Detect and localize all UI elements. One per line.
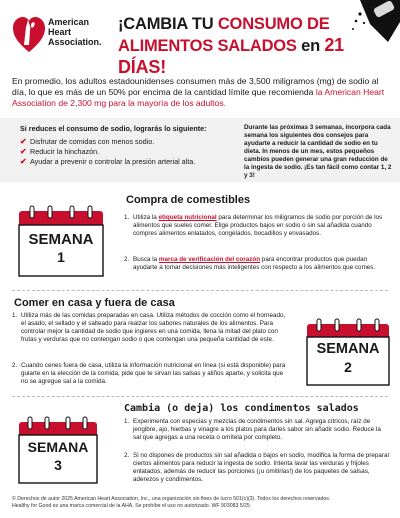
week-1-title: Compra de comestibles [126, 194, 251, 206]
check-icon: ✔ [20, 147, 27, 156]
heart-torch-logo-icon [12, 14, 46, 54]
tip-pre: Busca la [133, 256, 159, 263]
week-3-calendar [18, 416, 98, 484]
headline-part-4: en [296, 37, 325, 55]
tip-number: 2. [12, 362, 18, 369]
trademark-line: Healthy for Good es una marca comercial de la AHA. Se prohíbe el uso no autorizado. WF 903083 5/25 [12, 503, 250, 509]
three-weeks-note: Durante las próximas 3 semanas, incorpora cada semana los siguientes dos consejos para ayudarte a reducir la cantidad de sodio en tu dieta. In menos de un mes, estos pequeños cambios pueden generar una gran reducción de la ingesta de sodio. ¡Es tan fácil como contar 1, 2 y 3! [244, 124, 392, 179]
section-divider [12, 396, 388, 397]
benefit-text: Reducir la hinchazón. [30, 147, 100, 156]
nutrition-label-link[interactable]: etiqueta nutricional [158, 214, 217, 221]
logo-line-1: American [48, 17, 90, 27]
check-icon: ✔ [20, 137, 27, 146]
benefits-lead: Si reduces el consumo de sodio, lograrás lo siguiente: [20, 124, 207, 133]
headline-part-5: 21 DÍAS! [118, 35, 344, 77]
intro-paragraph [12, 76, 390, 109]
week-3-title: Cambia (o deja) los condimentos salados [124, 403, 359, 414]
tip-text: Utiliza más de las comidas preparadas en casa. Utiliza métodos de cocción como el horneado, el asado, el sellado y el salteado para realzar los sabores naturales de los alimentos. Para controlar mejor la cantidad de sodio que ingieres en una comida, llena la mitad del plato con frutas y verduras que no contengan sodio o que contengan una pequeña cantidad de este. [21, 312, 286, 343]
week-2-tip-2 [12, 362, 290, 386]
week-1-tip-1 [124, 214, 390, 238]
benefit-item [20, 157, 232, 166]
tip-text: Si no dispones de productos sin sal añadida o bajos en sodio, modifica la forma de preparar ciertos alimentos para reducir la ingesta de sodio. Intenta lavar las verduras y frijoles enlatados, además de reducir las porciones (¡u omitirlas!) de los paquetes de salsas, aderezos y condimentos. [133, 452, 390, 483]
tip-pre: Utiliza la [133, 214, 159, 221]
week-2-title: Comer en casa y fuera de casa [14, 297, 175, 309]
tip-text [124, 256, 390, 272]
tip-text [124, 214, 390, 238]
section-divider [12, 290, 388, 291]
headline-part-2: CONSUMO DE [217, 15, 330, 33]
benefit-text: Ayudar a prevenir o controlar la presión arterial alta. [30, 157, 196, 166]
intro-text: En promedio, los adultos estadounidenses consumen más de 3,500 miligramos (mg) de sodio al día, lo que es más de un 50% por encima de la cantidad límite que recomienda [12, 76, 379, 97]
week-2-tip-1 [12, 312, 290, 344]
logo-line-3: Association. [48, 37, 102, 47]
headline-part-3: ALIMENTOS SALADOS [118, 37, 297, 55]
calendar-week-number: 3 [54, 457, 62, 473]
tip-number: 1. [12, 312, 18, 319]
header [0, 0, 400, 77]
tip-post: para encontrar productos que puedan ayudarte a tomar decisiones más inteligentes con respecto a los alimentos que comes. [133, 256, 376, 271]
logo-line-2: Heart [48, 27, 72, 37]
benefit-text: Disfrutar de comidas con menos sodio. [30, 137, 155, 146]
logo-wordmark [48, 17, 102, 47]
benefit-item [20, 137, 232, 146]
check-icon: ✔ [20, 157, 27, 166]
week-1-calendar [18, 205, 104, 277]
copyright-line: © Derechos de autor 2025 American Heart Association, Inc., una organización sin fines de lucro 501(c)(3). Todos los derechos reservados. [12, 496, 331, 502]
tip-number: 2. [124, 256, 130, 263]
week-2-calendar [306, 318, 390, 386]
aha-logo [12, 12, 102, 64]
benefit-item [20, 147, 232, 156]
tip-number: 1. [124, 418, 130, 425]
week-3-tip-2 [124, 452, 390, 484]
benefits-panel [0, 118, 400, 182]
tip-number: 1. [124, 214, 130, 221]
tip-text: Cuando cenes fuera de casa, utiliza la información nutricional en línea (si está disponible) para guiarte en la elección de la comida, pide que te sirvan las salsas y aliños aparte, y solicita que no se agregue sal a la comida. [21, 362, 286, 385]
week-1-tip-2 [124, 256, 390, 272]
salt-shaker-icon [350, 0, 400, 42]
calendar-week-number: 1 [57, 249, 65, 265]
tip-post: para determinar los miligramos de sodio por porción de los alimentos que sueles comer. Elige productos bajos en sodio o sin sal añadida cuando compres alimentos enlatados, congelados, bocadillos y envasados. [133, 214, 383, 237]
headline [118, 14, 378, 79]
calendar-week-number: 2 [344, 359, 352, 375]
heart-check-link[interactable]: marca de verificación del corazón [158, 256, 261, 263]
headline-part-1: ¡CAMBIA TU [118, 15, 218, 33]
tip-number: 2. [124, 452, 130, 459]
week-3-tip-1 [124, 418, 390, 442]
tip-text: Experimenta con especias y mezclas de condimentos sin sal. Agrega cítricos, raíz de jengibre, ajo, hierbas y vinagre a los platos para darles sabor sin añadir sodio. Reduce la sal que agregas a una receta o omítela por completo. [133, 418, 381, 441]
calendar-week-label: SEMANA [28, 231, 94, 248]
calendar-week-label: SEMANA [316, 341, 380, 357]
benefits-list [20, 124, 232, 167]
calendar-week-label: SEMANA [27, 439, 89, 455]
footer [12, 496, 392, 510]
intro-highlight: la American Heart Association de 2,300 mg para la mayoría de los adultos. [12, 87, 385, 108]
